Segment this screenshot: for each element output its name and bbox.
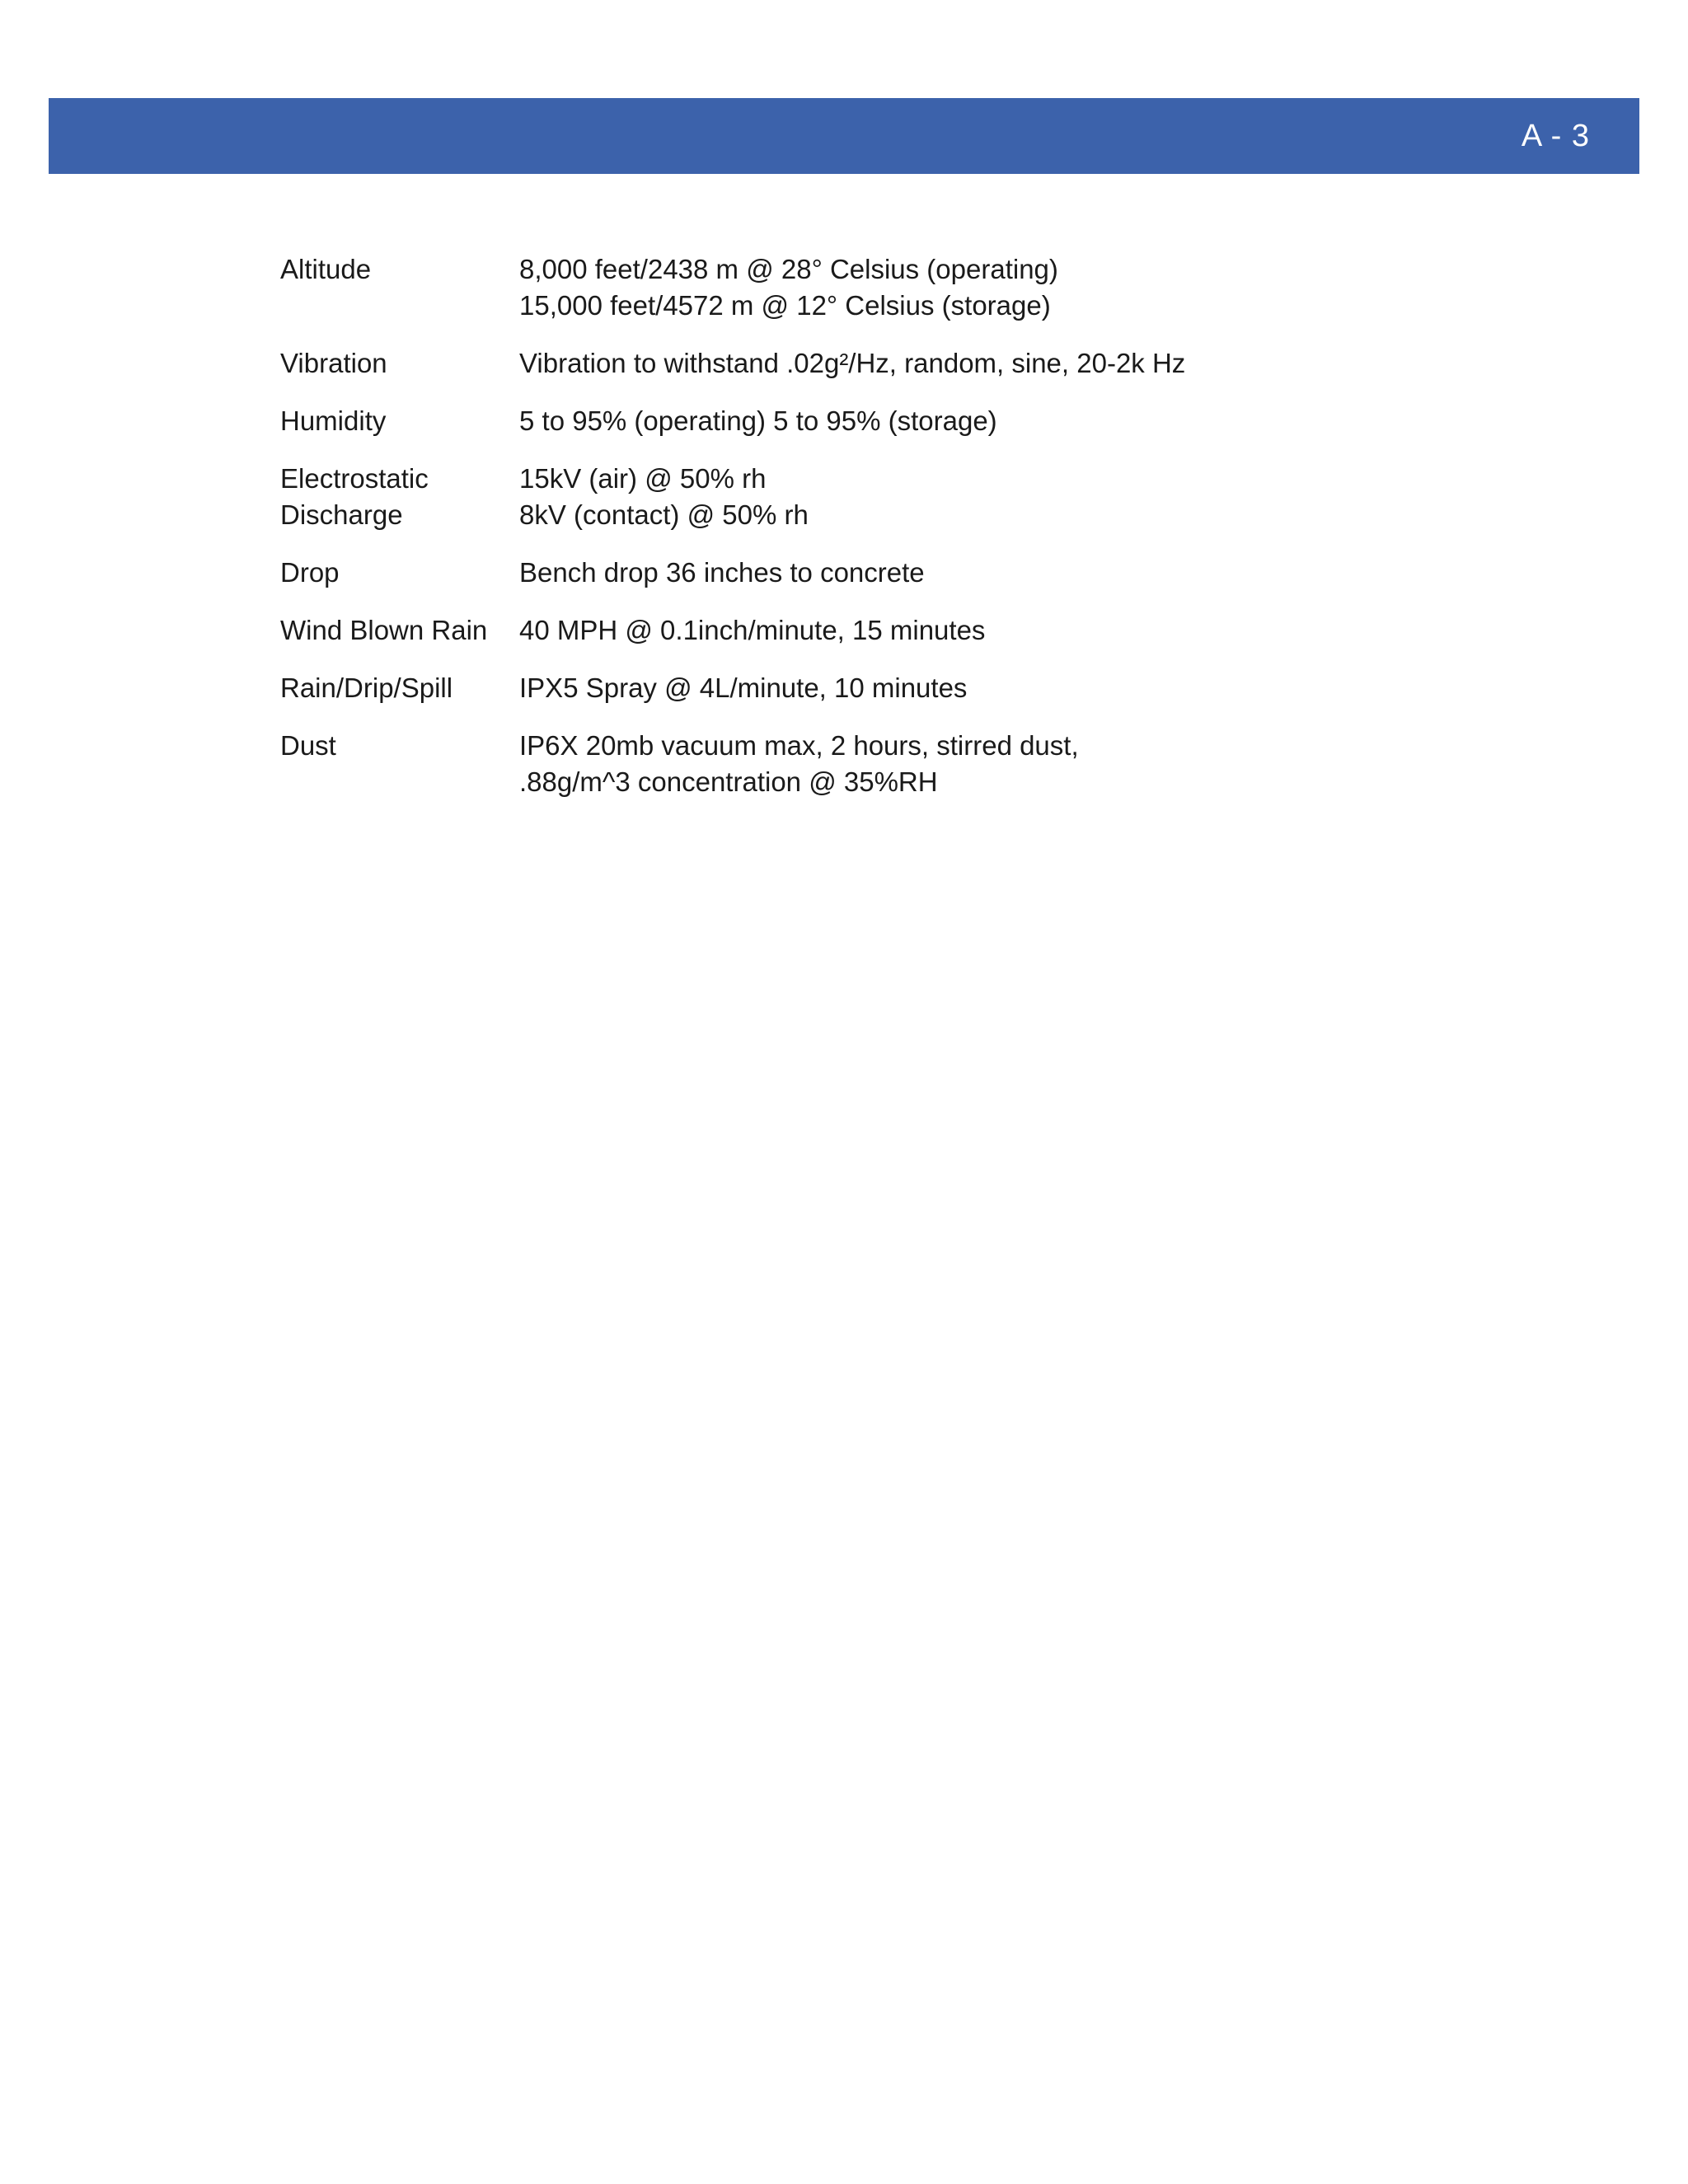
spec-label <box>280 555 519 591</box>
spec-row-dust <box>280 728 1517 800</box>
spec-row-humidity <box>280 403 1517 439</box>
spec-row-drop <box>280 555 1517 591</box>
spec-value <box>519 670 967 706</box>
spec-label <box>280 461 519 533</box>
spec-label <box>280 345 519 382</box>
spec-value-line: IPX5 Spray @ 4L/minute, 10 minutes <box>519 673 968 703</box>
spec-label <box>280 670 519 706</box>
spec-label <box>280 251 519 324</box>
spec-value-line: Bench drop 36 inches to concrete <box>519 557 925 588</box>
spec-value <box>519 728 1079 800</box>
spec-value <box>519 345 1185 382</box>
spec-value-line: .88g/m^3 concentration @ 35%RH <box>519 766 938 797</box>
spec-value-line: 8,000 feet/2438 m @ 28° Celsius (operating) <box>519 254 1058 284</box>
spec-value <box>519 403 997 439</box>
spec-value-line: 15,000 feet/4572 m @ 12° Celsius (storage) <box>519 290 1051 321</box>
page-header-bar <box>49 98 1639 174</box>
spec-label-line: Drop <box>280 557 340 588</box>
spec-row-wind-blown-rain <box>280 612 1517 649</box>
spec-label-line: Humidity <box>280 405 387 436</box>
spec-label-line: Wind Blown Rain <box>280 615 488 645</box>
spec-label-line: Rain/Drip/Spill <box>280 673 453 703</box>
spec-value-line: 5 to 95% (operating) 5 to 95% (storage) <box>519 405 997 436</box>
spec-label-line: Vibration <box>280 348 387 378</box>
spec-label <box>280 612 519 649</box>
spec-row-vibration <box>280 345 1517 382</box>
spec-table <box>280 251 1517 822</box>
page-number: A - 3 <box>1521 119 1590 153</box>
spec-label-line: Electrostatic <box>280 463 429 494</box>
spec-value <box>519 251 1058 324</box>
spec-value-line: Vibration to withstand .02g²/Hz, random, sine, 20-2k Hz <box>519 348 1186 378</box>
spec-value <box>519 461 809 533</box>
spec-value-line: 8kV (contact) @ 50% rh <box>519 499 809 530</box>
spec-value-line: 40 MPH @ 0.1inch/minute, 15 minutes <box>519 615 986 645</box>
spec-value <box>519 612 985 649</box>
spec-value-line: IP6X 20mb vacuum max, 2 hours, stirred dust, <box>519 730 1079 761</box>
spec-value <box>519 555 925 591</box>
spec-label-line: Discharge <box>280 499 403 530</box>
spec-label-line: Altitude <box>280 254 372 284</box>
spec-row-rain-drip-spill <box>280 670 1517 706</box>
spec-label <box>280 403 519 439</box>
spec-label-line: Dust <box>280 730 336 761</box>
spec-label <box>280 728 519 800</box>
spec-value-line: 15kV (air) @ 50% rh <box>519 463 767 494</box>
spec-row-electrostatic-discharge <box>280 461 1517 533</box>
spec-row-altitude <box>280 251 1517 324</box>
